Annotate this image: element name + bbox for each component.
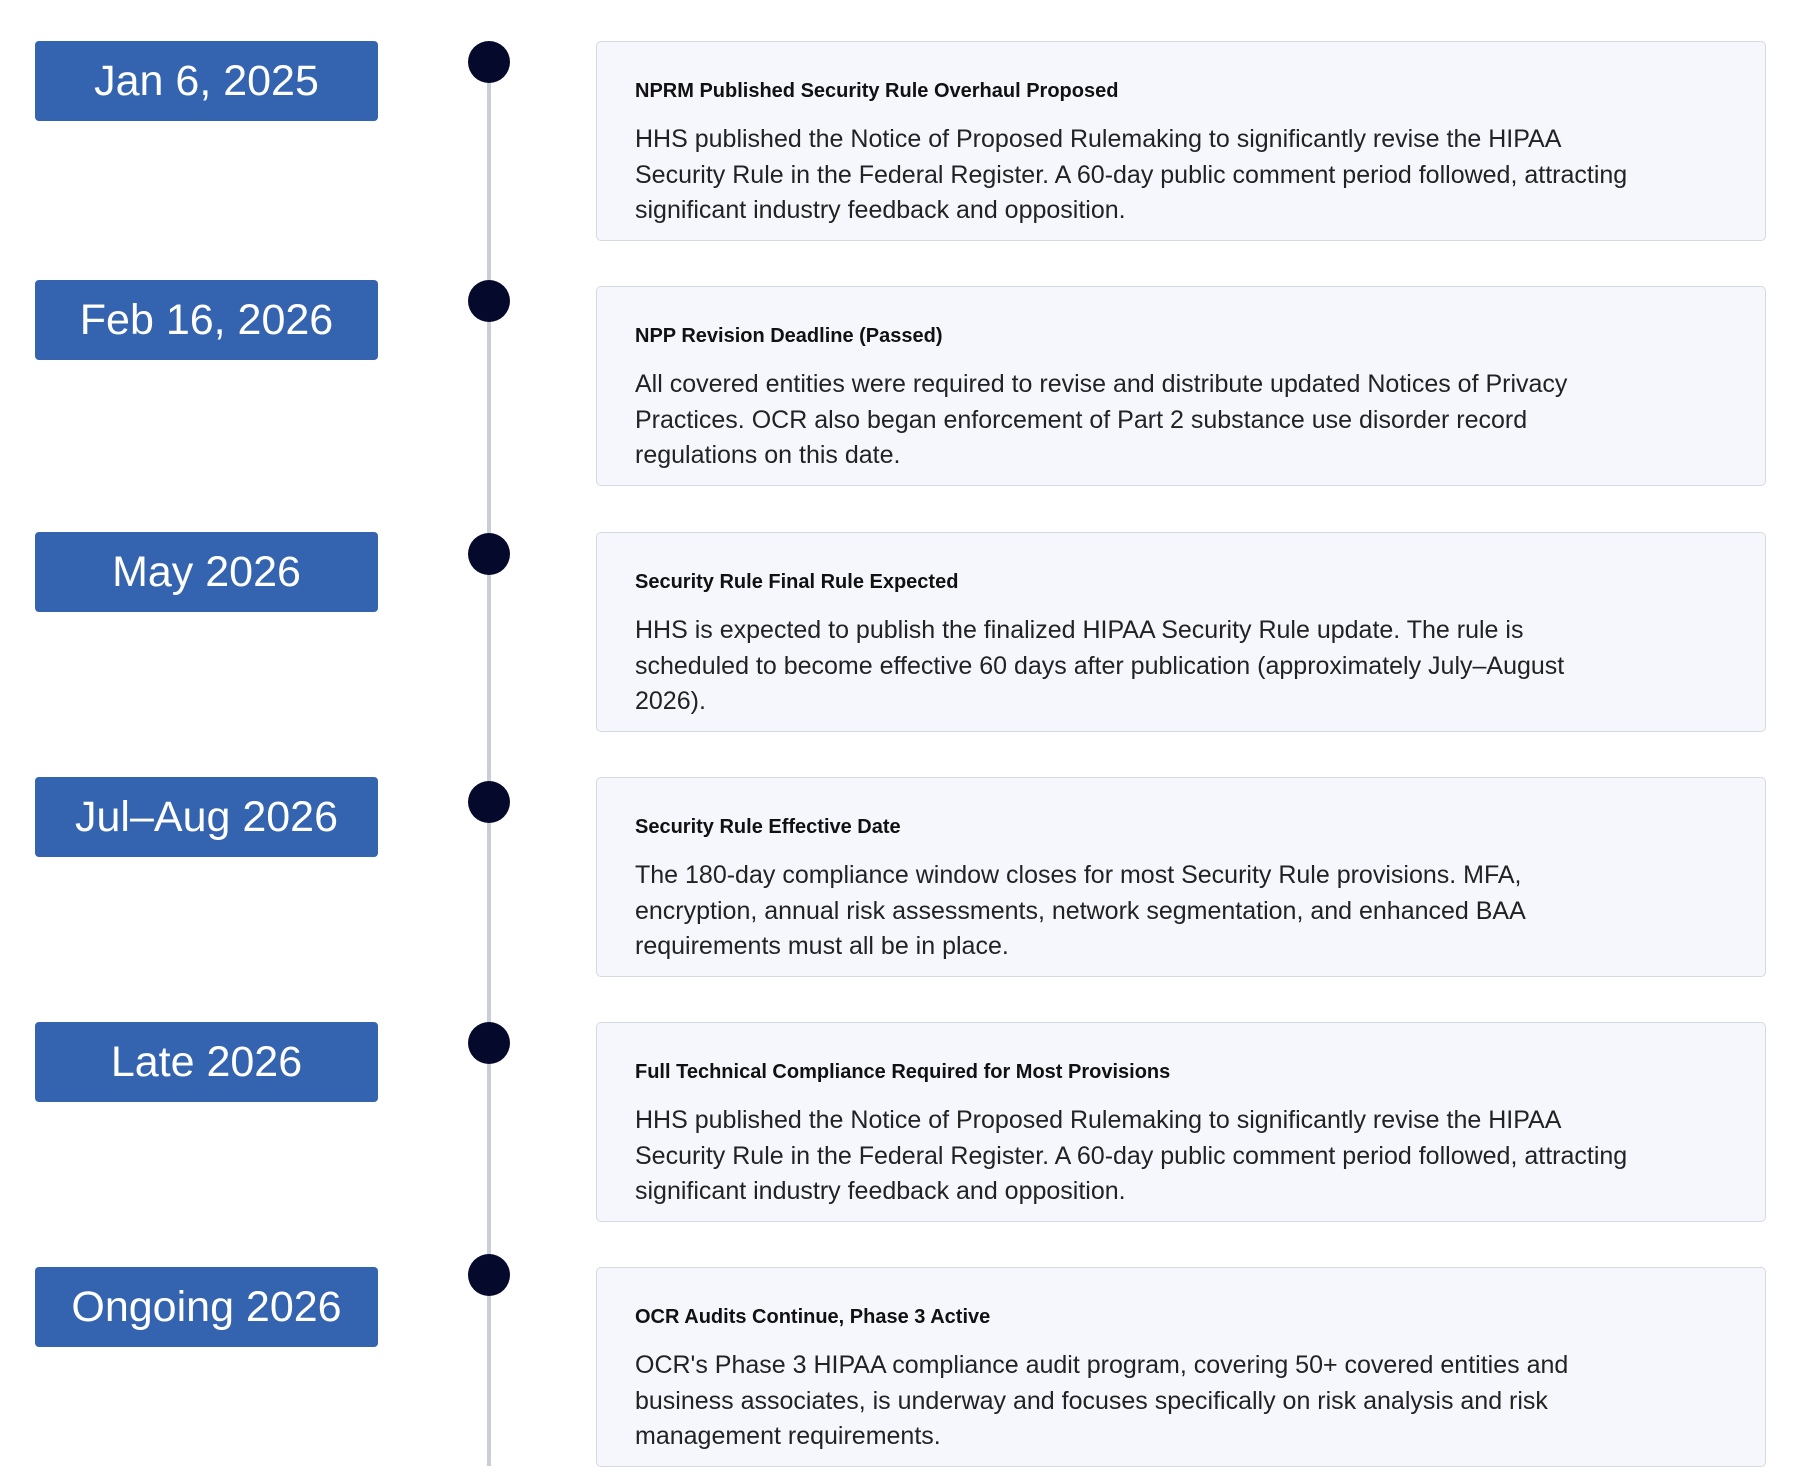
event-card bbox=[596, 1267, 1766, 1467]
event-card bbox=[596, 286, 1766, 486]
event-title: OCR Audits Continue, Phase 3 Active bbox=[635, 1306, 991, 1328]
event-title: Security Rule Effective Date bbox=[635, 816, 901, 838]
timeline-dot bbox=[468, 781, 510, 823]
date-badge: Ongoing 2026 bbox=[35, 1267, 378, 1347]
timeline-dot bbox=[468, 280, 510, 322]
event-card bbox=[596, 777, 1766, 977]
event-title: Security Rule Final Rule Expected bbox=[635, 571, 959, 593]
event-card bbox=[596, 532, 1766, 732]
event-title: NPRM Published Security Rule Overhaul Proposed bbox=[635, 80, 1119, 102]
event-description: All covered entities were required to revise and distribute updated Notices of Privacy Practices. OCR also began enforcement of Part 2 substance use disorder record regulations on this date. bbox=[635, 370, 1568, 469]
event-description: The 180-day compliance window closes for most Security Rule provisions. MFA, encryption, annual risk assessments, network segmentation, and enhanced BAA requirements must all be in place. bbox=[635, 861, 1525, 960]
event-card bbox=[596, 41, 1766, 241]
timeline-dot bbox=[468, 533, 510, 575]
event-description: OCR's Phase 3 HIPAA compliance audit program, covering 50+ covered entities and business associates, is underway and focuses specifically on risk analysis and risk management requirements. bbox=[635, 1351, 1569, 1450]
timeline-dot bbox=[468, 41, 510, 83]
event-description: HHS published the Notice of Proposed Rulemaking to significantly revise the HIPAA Security Rule in the Federal Register. A 60-day public comment period followed, attracting significant industry feedback and opposition. bbox=[635, 125, 1628, 224]
date-badge: May 2026 bbox=[35, 532, 378, 612]
date-badge: Feb 16, 2026 bbox=[35, 280, 378, 360]
event-title: NPP Revision Deadline (Passed) bbox=[635, 325, 943, 347]
date-badge: Jul–Aug 2026 bbox=[35, 777, 378, 857]
event-description: HHS is expected to publish the finalized HIPAA Security Rule update. The rule is scheduled to become effective 60 days after publication (approximately July–August 2026). bbox=[635, 616, 1565, 715]
date-badge: Late 2026 bbox=[35, 1022, 378, 1102]
event-title: Full Technical Compliance Required for Most Provisions bbox=[635, 1061, 1171, 1083]
event-description: HHS published the Notice of Proposed Rulemaking to significantly revise the HIPAA Security Rule in the Federal Register. A 60-day public comment period followed, attracting significant industry feedback and opposition. bbox=[635, 1106, 1628, 1205]
event-card bbox=[596, 1022, 1766, 1222]
timeline-dot bbox=[468, 1254, 510, 1296]
timeline-dot bbox=[468, 1022, 510, 1064]
date-badge: Jan 6, 2025 bbox=[35, 41, 378, 121]
